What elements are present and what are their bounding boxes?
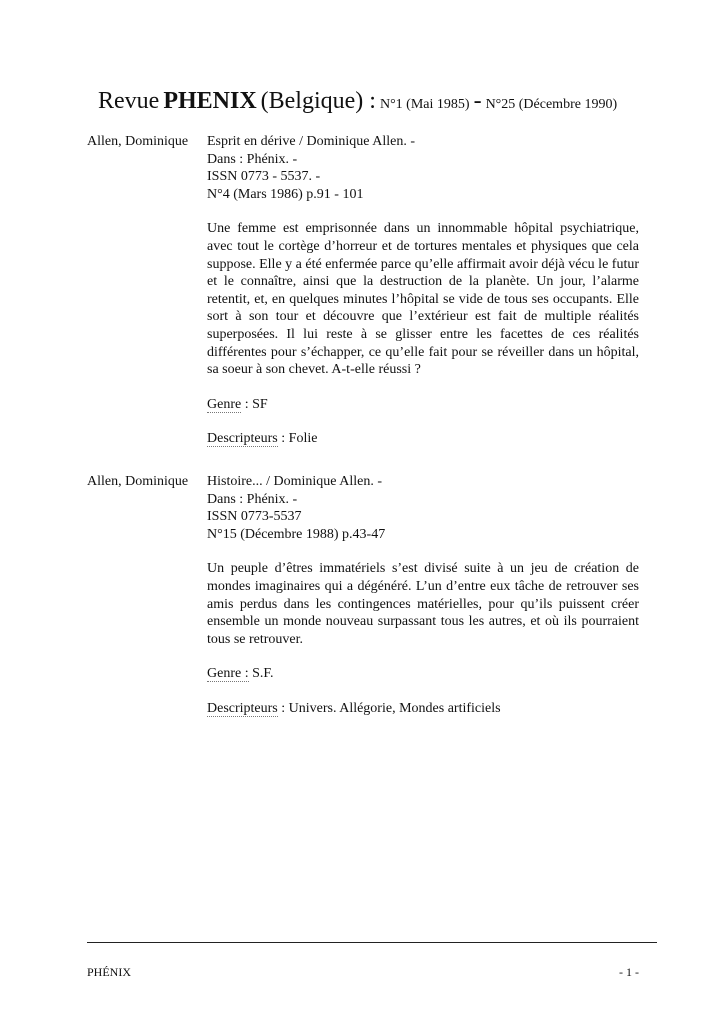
- footer-rule: [87, 942, 657, 943]
- descriptors-separator: :: [277, 431, 289, 447]
- genre-label[interactable]: Genre: [207, 396, 242, 412]
- biblio-issn-line: ISSN 0773 - 5537. -: [207, 169, 321, 185]
- title-name: PHENIX: [163, 88, 257, 114]
- page-number: - 1 -: [619, 965, 639, 979]
- biblio-issue-line: N°15 (Décembre 1988) p.43-47: [207, 526, 386, 542]
- title-range-end: N°25 (Décembre 1990): [485, 97, 618, 112]
- title-dash: -: [473, 88, 482, 114]
- title-revue: Revue: [98, 88, 160, 114]
- entry-body: [207, 473, 639, 718]
- entry-summary: Une femme est emprisonnée dans un innommable hôpital psychiatrique, avec tout le cortège d’horreur et de tortures mentales et physiques que cela suppose. Elle y a été enfermée parce qu’elle affirmait avoir déjà vécu le futur et le connaître, ainsi que la destruction de la planète. Un jour, l’alarme retentit, et, en quelques minutes l’hôpital se vide de tous ses occupants. Elle sort à son tour et découvre que l’extérieur est fait de multiple réalités superposées. Il lui reste à se glisser entre les facettes de ces réalités différentes pour s’échapper, ce qu’elle fait pour se réveiller dans un hôpital, sa soeur à son chevet. A-t-elle réussi ?: [207, 221, 639, 378]
- biblio-title-line: Histoire... / Dominique Allen. -: [207, 474, 382, 489]
- biblio-issn-line: ISSN 0773-5537: [207, 509, 302, 525]
- entry-descriptors: [207, 430, 639, 448]
- descriptors-value: Folie: [288, 431, 318, 447]
- genre-separator: :: [241, 396, 253, 412]
- entry-genre: [207, 396, 639, 414]
- title-country: (Belgique) :: [260, 88, 376, 114]
- page-title: [98, 88, 617, 115]
- entry-genre: [207, 665, 639, 683]
- biblio-issue-line: N°4 (Mars 1986) p.91 - 101: [207, 186, 364, 202]
- entry-body: [207, 133, 639, 448]
- biblio-title-line: Esprit en dérive / Dominique Allen. -: [207, 134, 416, 149]
- descriptors-separator: :: [277, 700, 289, 716]
- descriptors-label[interactable]: Descripteurs: [207, 431, 278, 447]
- entry-author: Allen, Dominique: [87, 474, 189, 489]
- entry-author: Allen, Dominique: [87, 134, 189, 149]
- footer-journal-name: PHÉNIX: [87, 965, 131, 979]
- genre-value: SF: [252, 396, 268, 412]
- descriptors-value: Univers. Allégorie, Mondes artificiels: [288, 700, 501, 716]
- entry-summary: Un peuple d’êtres immatériels s’est divisé suite à un jeu de création de mondes imaginaires qui a dégénéré. L’un d’entre eux tâche de retrouver ses amis perdus dans les contingences matérielles, pour qu’ils puissent créer ensemble un monde nouveau surpassant tous les autres, et où ils pourraient tous se retrouver.: [207, 561, 639, 647]
- biblio-source-line: Dans : Phénix. -: [207, 491, 298, 507]
- title-range-start: N°1 (Mai 1985): [379, 97, 470, 112]
- genre-value: S.F.: [252, 666, 274, 682]
- descriptors-label[interactable]: Descripteurs: [207, 700, 278, 716]
- entry-descriptors: [207, 700, 639, 718]
- entry-biblio: [207, 133, 639, 203]
- biblio-source-line: Dans : Phénix. -: [207, 151, 298, 167]
- genre-label[interactable]: Genre :: [207, 666, 249, 682]
- entry-biblio: [207, 473, 639, 543]
